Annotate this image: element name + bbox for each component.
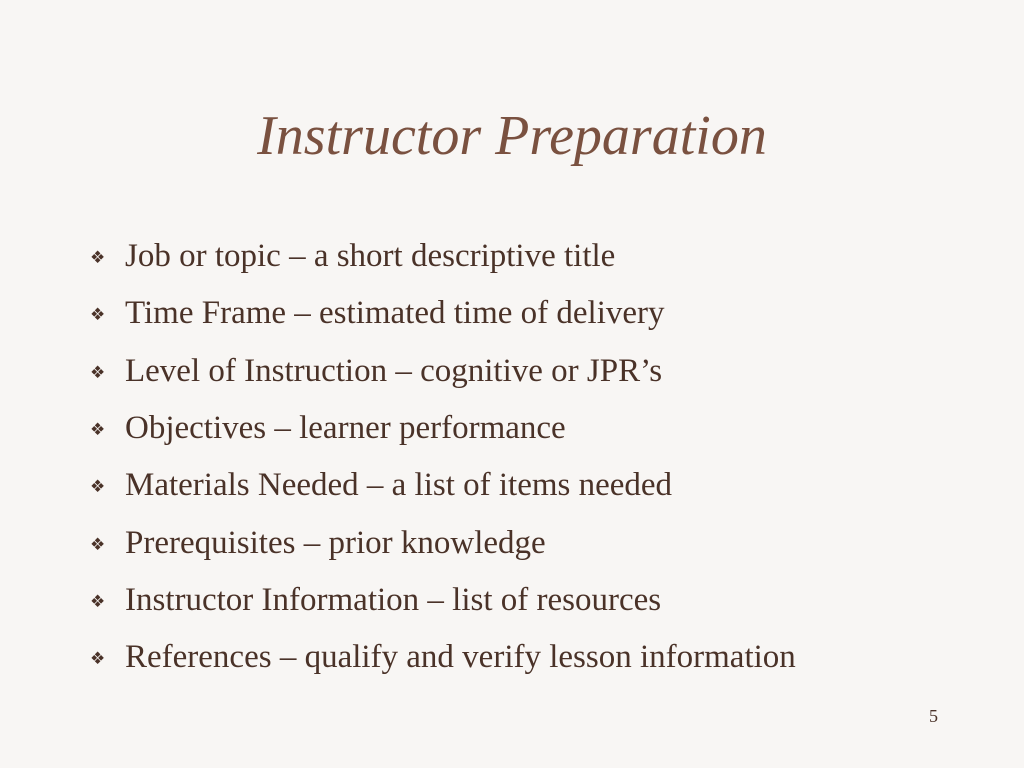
diamond-bullet-icon: ❖ <box>90 248 106 268</box>
bullet-text: References – qualify and verify lesson information <box>125 639 796 676</box>
bullet-text: Prerequisites – prior knowledge <box>125 524 546 561</box>
diamond-bullet-icon: ❖ <box>90 305 106 325</box>
slide-title: Instructor Preparation <box>257 105 767 167</box>
bullet-item <box>90 629 796 686</box>
bullet-item <box>90 400 796 457</box>
diamond-bullet-icon: ❖ <box>90 362 106 382</box>
bullet-item <box>90 457 796 514</box>
bullet-text: Instructor Information – list of resources <box>125 581 662 618</box>
bullet-text: Job or topic – a short descriptive title <box>125 238 616 275</box>
bullet-item <box>90 343 796 400</box>
bullet-item <box>90 572 796 629</box>
bullet-item <box>90 228 796 285</box>
bullet-item <box>90 514 796 571</box>
bullet-text: Level of Instruction – cognitive or JPR’s <box>125 352 663 389</box>
diamond-bullet-icon: ❖ <box>90 477 106 497</box>
bullet-item <box>90 285 796 342</box>
bullet-list <box>90 228 796 686</box>
bullet-text: Materials Needed – a list of items needed <box>125 467 673 504</box>
diamond-bullet-icon: ❖ <box>90 420 106 440</box>
diamond-bullet-icon: ❖ <box>90 534 106 554</box>
diamond-bullet-icon: ❖ <box>90 649 106 669</box>
diamond-bullet-icon: ❖ <box>90 591 106 611</box>
bullet-text: Objectives – learner performance <box>125 410 566 447</box>
slide-number: 5 <box>929 706 938 726</box>
bullet-text: Time Frame – estimated time of delivery <box>125 295 665 332</box>
